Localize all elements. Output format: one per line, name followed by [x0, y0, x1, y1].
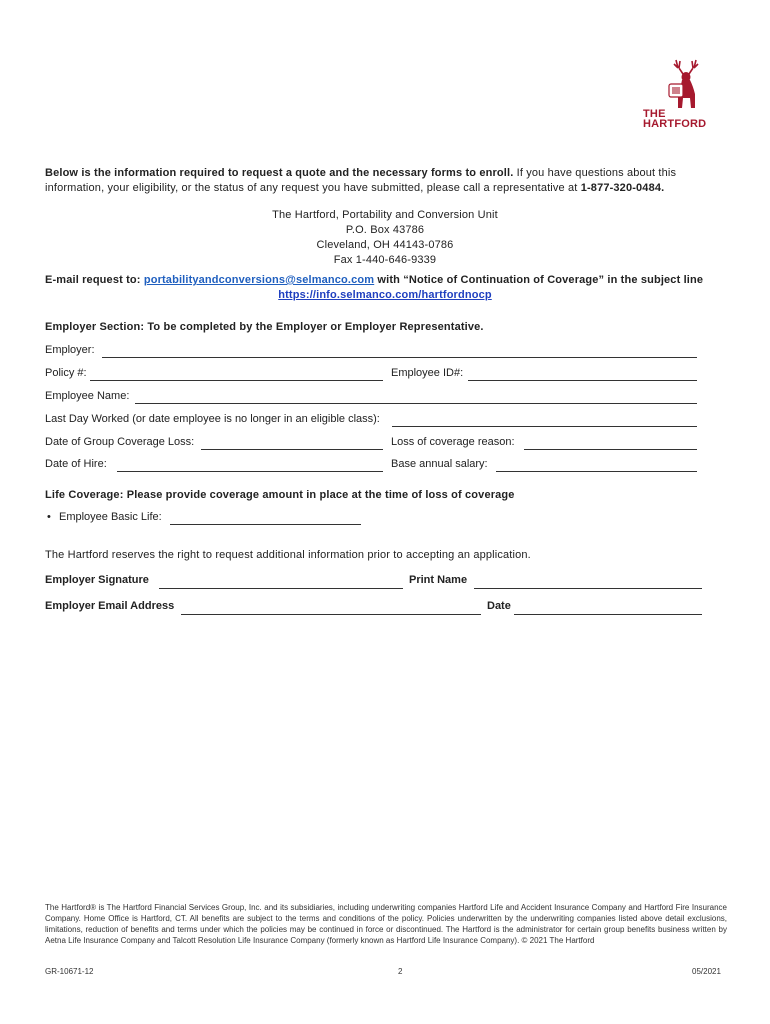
- employee-name-label: Employee Name:: [45, 390, 130, 402]
- coverage-loss-date-label: Date of Group Coverage Loss:: [45, 436, 195, 448]
- policy-field[interactable]: [90, 380, 383, 381]
- address-block: [45, 208, 725, 268]
- hire-date-field[interactable]: [117, 471, 383, 472]
- hire-date-label: Date of Hire:: [45, 458, 107, 470]
- coverage-loss-date-field[interactable]: [201, 449, 383, 450]
- life-coverage-heading: Life Coverage: Please provide coverage amount in place at the time of loss of coverage: [45, 489, 515, 501]
- basic-life-field[interactable]: [170, 524, 361, 525]
- footer-date: 05/2021: [692, 967, 721, 976]
- loss-reason-field[interactable]: [524, 449, 697, 450]
- policy-label: Policy #:: [45, 367, 87, 379]
- employer-email-label: Employer Email Address: [45, 600, 175, 612]
- intro-paragraph: [45, 166, 725, 196]
- address-line-1: The Hartford, Portability and Conversion Unit: [272, 209, 498, 221]
- employer-field[interactable]: [102, 357, 697, 358]
- selmanco-url-link[interactable]: https://info.selmanco.com/hartfordnocp: [278, 289, 492, 301]
- intro-bold-text: Below is the information required to request a quote and the necessary forms to enroll.: [45, 167, 514, 179]
- stag-logo-icon: [666, 58, 706, 110]
- last-day-worked-field[interactable]: [392, 426, 697, 427]
- logo-text-hartford: HARTFORD: [643, 118, 707, 130]
- address-line-4: Fax 1-440-646-9339: [333, 254, 437, 266]
- date-label: Date: [487, 600, 511, 612]
- hartford-logo: [636, 52, 716, 132]
- footer-disclaimer: The Hartford® is The Hartford Financial Services Group, Inc. and its subsidiaries, including underwriting companies Hartford Life and Accident Insurance Company and Hartford Fire Insurance Company. Home Office is Hartford, CT. All benefits are subject to the terms and conditions of the policy. Policies underwritten by the underwriting companies listed above detail exclusions, limitations, reduction of benefits and terms under which the policies may be continued in force or discontinued. The Hartford is the administrator for certain group benefits business written by Aetna Life Insurance Company and Talcott Resolution Life Insurance Company (formerly known as Hartford Life Insurance Company). © 2021 The Hartford: [45, 903, 727, 945]
- address-line-3: Cleveland, OH 44143-0786: [316, 239, 454, 251]
- form-number: GR-10671-12: [45, 967, 94, 976]
- logo-text-the: THE: [643, 108, 666, 120]
- print-name-label: Print Name: [409, 574, 468, 586]
- email-link[interactable]: portabilityandconversions@selmanco.com: [143, 274, 375, 286]
- employer-section-heading: Employer Section: To be completed by the Employer or Employer Representative.: [45, 321, 484, 333]
- employer-email-field[interactable]: [181, 614, 481, 615]
- employee-name-field[interactable]: [135, 403, 697, 404]
- page-number: 2: [398, 967, 403, 976]
- salary-field[interactable]: [496, 471, 697, 472]
- employee-id-label: Employee ID#:: [391, 367, 464, 379]
- intro-text-a: If you have questions about this: [516, 167, 677, 179]
- email-request: [45, 273, 725, 288]
- date-field[interactable]: [514, 614, 702, 615]
- reserve-note: The Hartford reserves the right to request additional information prior to accepting an application.: [45, 549, 531, 561]
- employer-label: Employer:: [45, 344, 95, 356]
- last-day-worked-label: Last Day Worked (or date employee is no longer in an eligible class):: [45, 413, 380, 425]
- loss-reason-label: Loss of coverage reason:: [391, 436, 515, 448]
- employer-signature-field[interactable]: [159, 588, 403, 589]
- url-row: [45, 288, 725, 303]
- address-line-2: P.O. Box 43786: [345, 224, 425, 236]
- intro-text-b: information, your eligibility, or the status of any request you have submitted, please call a representative at: [45, 182, 578, 194]
- phone-number: 1-877-320-0484.: [580, 182, 665, 194]
- email-subject-text: with “Notice of Continuation of Coverage” in the subject line: [377, 274, 704, 286]
- email-label: E-mail request to:: [45, 274, 141, 286]
- salary-label: Base annual salary:: [391, 458, 488, 470]
- employee-id-field[interactable]: [468, 380, 697, 381]
- basic-life-label: Employee Basic Life:: [59, 511, 162, 523]
- bullet-icon: •: [47, 511, 51, 523]
- employer-signature-label: Employer Signature: [45, 574, 149, 586]
- print-name-field[interactable]: [474, 588, 702, 589]
